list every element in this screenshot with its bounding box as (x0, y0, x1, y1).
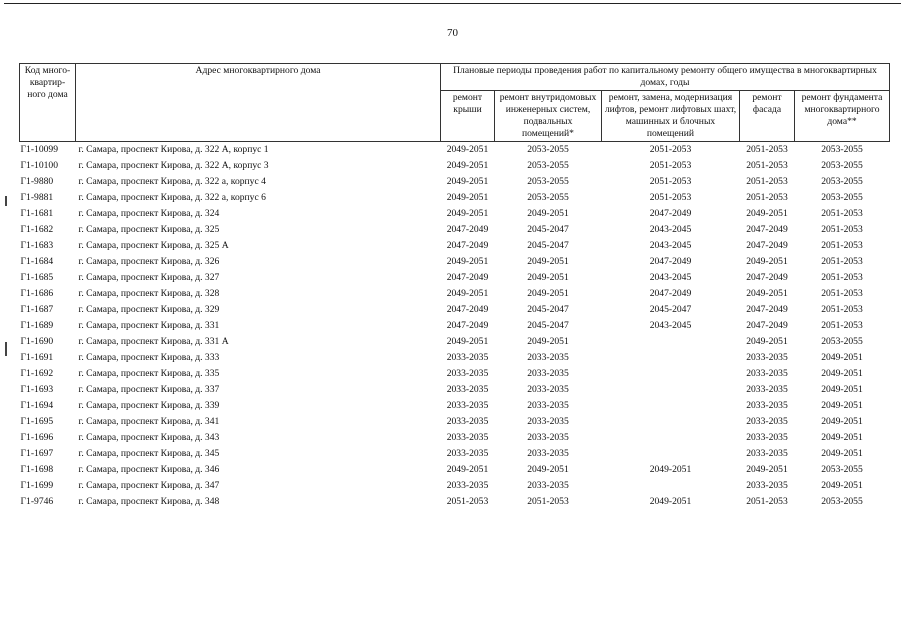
foundation-repair-period: 2049-2051 (821, 416, 863, 427)
facade-repair-period: 2047-2049 (746, 304, 788, 315)
roof-repair-period: 2049-2051 (446, 176, 489, 187)
building-address: г. Самара, проспект Кирова, д. 322 А, корпус 1 (78, 144, 269, 155)
roof-repair-period: 2047-2049 (446, 320, 489, 331)
foundation-repair-period: 2051-2053 (821, 304, 863, 315)
systems-repair-period: 2049-2051 (527, 208, 569, 219)
facade-repair-period: 2049-2051 (746, 256, 788, 267)
elevator-repair-period: 2043-2045 (649, 224, 692, 235)
table-row (20, 158, 890, 174)
header-elevator-repair: ремонт, замена, модернизация лифтов, ремонт лифтовых шахт, машинных и блочных помещений (602, 91, 740, 142)
building-code: Г1-1698 (20, 464, 54, 475)
foundation-repair-period: 2053-2055 (821, 160, 863, 171)
building-address: г. Самара, проспект Кирова, д. 322 а, корпус 6 (78, 192, 266, 203)
elevator-repair-period: 2049-2051 (649, 464, 692, 475)
foundation-repair-period: 2051-2053 (821, 288, 863, 299)
systems-repair-period: 2033-2035 (527, 480, 569, 491)
header-systems-repair: ремонт внутридомовых инженерных систем, подвальных помещений* (495, 91, 602, 142)
foundation-repair-period: 2049-2051 (821, 480, 863, 491)
building-address: г. Самара, проспект Кирова, д. 322 А, корпус 3 (78, 160, 269, 171)
building-code: Г1-10100 (20, 160, 59, 171)
roof-repair-period: 2047-2049 (446, 224, 489, 235)
roof-repair-period: 2033-2035 (446, 352, 489, 363)
facade-repair-period: 2033-2035 (746, 368, 788, 379)
systems-repair-period: 2049-2051 (527, 336, 569, 347)
building-code: Г1-9880 (20, 176, 54, 187)
building-address: г. Самара, проспект Кирова, д. 347 (78, 480, 220, 491)
building-code: Г1-1685 (20, 272, 54, 283)
systems-repair-period: 2053-2055 (527, 176, 569, 187)
building-code: Г1-1686 (20, 288, 54, 299)
foundation-repair-period: 2051-2053 (821, 272, 863, 283)
scan-margin-mark (5, 196, 7, 206)
table-row (20, 494, 890, 510)
foundation-repair-period: 2049-2051 (821, 368, 863, 379)
roof-repair-period: 2051-2053 (446, 496, 489, 507)
building-address: г. Самара, проспект Кирова, д. 324 (78, 208, 220, 219)
systems-repair-period: 2053-2055 (527, 160, 569, 171)
facade-repair-period: 2033-2035 (746, 416, 788, 427)
building-address: г. Самара, проспект Кирова, д. 331 А (78, 336, 229, 347)
foundation-repair-period: 2049-2051 (821, 448, 863, 459)
systems-repair-period: 2049-2051 (527, 256, 569, 267)
foundation-repair-period: 2051-2053 (821, 208, 863, 219)
systems-repair-period: 2049-2051 (527, 272, 569, 283)
building-address: г. Самара, проспект Кирова, д. 339 (78, 400, 220, 411)
header-planned-periods: Плановые периоды проведения работ по капитальному ремонту общего имущества в многоквартирных домах, годы (441, 64, 890, 91)
foundation-repair-period: 2051-2053 (821, 240, 863, 251)
roof-repair-period: 2033-2035 (446, 416, 489, 427)
facade-repair-period: 2047-2049 (746, 224, 788, 235)
roof-repair-period: 2033-2035 (446, 432, 489, 443)
table-row (20, 446, 890, 462)
systems-repair-period: 2051-2053 (527, 496, 569, 507)
facade-repair-period: 2049-2051 (746, 464, 788, 475)
building-code: Г1-1682 (20, 224, 54, 235)
building-address: г. Самара, проспект Кирова, д. 345 (78, 448, 220, 459)
elevator-repair-period (602, 478, 740, 494)
building-code: Г1-1691 (20, 352, 54, 363)
foundation-repair-period: 2053-2055 (821, 192, 863, 203)
foundation-repair-period: 2049-2051 (821, 400, 863, 411)
table-row (20, 366, 890, 382)
facade-repair-period: 2051-2053 (746, 192, 788, 203)
roof-repair-period: 2049-2051 (446, 288, 489, 299)
roof-repair-period: 2049-2051 (446, 160, 489, 171)
facade-repair-period: 2049-2051 (746, 288, 788, 299)
roof-repair-period: 2033-2035 (446, 384, 489, 395)
building-address: г. Самара, проспект Кирова, д. 333 (78, 352, 220, 363)
building-address: г. Самара, проспект Кирова, д. 337 (78, 384, 220, 395)
roof-repair-period: 2049-2051 (446, 464, 489, 475)
elevator-repair-period: 2051-2053 (649, 176, 692, 187)
facade-repair-period: 2033-2035 (746, 432, 788, 443)
building-code: Г1-1687 (20, 304, 54, 315)
table-row (20, 334, 890, 350)
facade-repair-period: 2033-2035 (746, 352, 788, 363)
building-code: Г1-10099 (20, 144, 59, 155)
elevator-repair-period: 2051-2053 (649, 192, 692, 203)
building-code: Г1-1689 (20, 320, 54, 331)
facade-repair-period: 2051-2053 (746, 144, 788, 155)
roof-repair-period: 2047-2049 (446, 272, 489, 283)
foundation-repair-period: 2053-2055 (821, 336, 863, 347)
elevator-repair-period: 2047-2049 (649, 208, 692, 219)
building-code: Г1-1693 (20, 384, 54, 395)
building-address: г. Самара, проспект Кирова, д. 346 (78, 464, 220, 475)
elevator-repair-period (602, 398, 740, 414)
building-address: г. Самара, проспект Кирова, д. 331 (78, 320, 220, 331)
elevator-repair-period (602, 350, 740, 366)
elevator-repair-period (602, 430, 740, 446)
foundation-repair-period: 2051-2053 (821, 320, 863, 331)
elevator-repair-period (602, 414, 740, 430)
systems-repair-period: 2053-2055 (527, 192, 569, 203)
building-address: г. Самара, проспект Кирова, д. 343 (78, 432, 220, 443)
building-code: Г1-1690 (20, 336, 54, 347)
top-rule (4, 3, 901, 4)
header-code: Код много-квартир-ного дома (20, 64, 76, 142)
facade-repair-period: 2033-2035 (746, 400, 788, 411)
elevator-repair-period: 2051-2053 (649, 144, 692, 155)
systems-repair-period: 2033-2035 (527, 384, 569, 395)
table-body (20, 142, 890, 511)
table-row (20, 478, 890, 494)
roof-repair-period: 2033-2035 (446, 368, 489, 379)
elevator-repair-period (602, 334, 740, 350)
table-row (20, 270, 890, 286)
roof-repair-period: 2049-2051 (446, 208, 489, 219)
facade-repair-period: 2033-2035 (746, 448, 788, 459)
foundation-repair-period: 2053-2055 (821, 464, 863, 475)
foundation-repair-period: 2053-2055 (821, 176, 863, 187)
foundation-repair-period: 2051-2053 (821, 256, 863, 267)
table-row (20, 302, 890, 318)
building-code: Г1-1695 (20, 416, 54, 427)
elevator-repair-period: 2043-2045 (649, 272, 692, 283)
building-address: г. Самара, проспект Кирова, д. 322 а, корпус 4 (78, 176, 266, 187)
building-code: Г1-9746 (20, 496, 54, 507)
systems-repair-period: 2033-2035 (527, 400, 569, 411)
foundation-repair-period: 2053-2055 (821, 496, 863, 507)
building-code: Г1-1683 (20, 240, 54, 251)
facade-repair-period: 2051-2053 (746, 496, 788, 507)
facade-repair-period: 2047-2049 (746, 240, 788, 251)
systems-repair-period: 2033-2035 (527, 416, 569, 427)
table-row (20, 222, 890, 238)
building-code: Г1-1681 (20, 208, 54, 219)
foundation-repair-period: 2049-2051 (821, 384, 863, 395)
table-row (20, 238, 890, 254)
table-row (20, 254, 890, 270)
roof-repair-period: 2047-2049 (446, 304, 489, 315)
facade-repair-period: 2049-2051 (746, 336, 788, 347)
elevator-repair-period: 2043-2045 (649, 320, 692, 331)
systems-repair-period: 2033-2035 (527, 448, 569, 459)
systems-repair-period: 2049-2051 (527, 464, 569, 475)
elevator-repair-period (602, 366, 740, 382)
roof-repair-period: 2033-2035 (446, 448, 489, 459)
table-row (20, 398, 890, 414)
foundation-repair-period: 2053-2055 (821, 144, 863, 155)
building-address: г. Самара, проспект Кирова, д. 328 (78, 288, 220, 299)
systems-repair-period: 2033-2035 (527, 368, 569, 379)
table-row (20, 318, 890, 334)
header-facade-repair: ремонт фасада (740, 91, 795, 142)
building-address: г. Самара, проспект Кирова, д. 325 А (78, 240, 229, 251)
building-code: Г1-1692 (20, 368, 54, 379)
elevator-repair-period: 2049-2051 (649, 496, 692, 507)
foundation-repair-period: 2051-2053 (821, 224, 863, 235)
table-row (20, 142, 890, 159)
elevator-repair-period: 2043-2045 (649, 240, 692, 251)
building-address: г. Самара, проспект Кирова, д. 348 (78, 496, 220, 507)
capital-repair-schedule-table (19, 63, 890, 510)
elevator-repair-period: 2051-2053 (649, 160, 692, 171)
building-address: г. Самара, проспект Кирова, д. 326 (78, 256, 220, 267)
facade-repair-period: 2049-2051 (746, 208, 788, 219)
elevator-repair-period: 2047-2049 (649, 256, 692, 267)
building-address: г. Самара, проспект Кирова, д. 329 (78, 304, 220, 315)
roof-repair-period: 2049-2051 (446, 144, 489, 155)
systems-repair-period: 2053-2055 (527, 144, 569, 155)
elevator-repair-period (602, 446, 740, 462)
building-address: г. Самара, проспект Кирова, д. 335 (78, 368, 220, 379)
building-address: г. Самара, проспект Кирова, д. 325 (78, 224, 220, 235)
building-code: Г1-1699 (20, 480, 54, 491)
building-code: Г1-9881 (20, 192, 54, 203)
header-address: Адрес многоквартирного дома (76, 64, 441, 142)
facade-repair-period: 2047-2049 (746, 272, 788, 283)
roof-repair-period: 2033-2035 (446, 480, 489, 491)
table-row (20, 382, 890, 398)
building-code: Г1-1694 (20, 400, 54, 411)
systems-repair-period: 2049-2051 (527, 288, 569, 299)
table-row (20, 190, 890, 206)
facade-repair-period: 2033-2035 (746, 480, 788, 491)
roof-repair-period: 2049-2051 (446, 336, 489, 347)
facade-repair-period: 2047-2049 (746, 320, 788, 331)
table-row (20, 206, 890, 222)
elevator-repair-period: 2045-2047 (649, 304, 692, 315)
header-roof-repair: ремонт крыши (441, 91, 495, 142)
systems-repair-period: 2045-2047 (527, 304, 569, 315)
building-code: Г1-1697 (20, 448, 54, 459)
building-code: Г1-1696 (20, 432, 54, 443)
systems-repair-period: 2033-2035 (527, 432, 569, 443)
header-foundation-repair: ремонт фундамента многоквартирного дома** (795, 91, 890, 142)
systems-repair-period: 2033-2035 (527, 352, 569, 363)
facade-repair-period: 2033-2035 (746, 384, 788, 395)
foundation-repair-period: 2049-2051 (821, 432, 863, 443)
facade-repair-period: 2051-2053 (746, 160, 788, 171)
building-address: г. Самара, проспект Кирова, д. 341 (78, 416, 220, 427)
systems-repair-period: 2045-2047 (527, 224, 569, 235)
scan-margin-mark (5, 342, 7, 356)
table-row (20, 350, 890, 366)
table-row (20, 462, 890, 478)
roof-repair-period: 2049-2051 (446, 192, 489, 203)
elevator-repair-period: 2047-2049 (649, 288, 692, 299)
table-row (20, 286, 890, 302)
building-address: г. Самара, проспект Кирова, д. 327 (78, 272, 220, 283)
systems-repair-period: 2045-2047 (527, 320, 569, 331)
systems-repair-period: 2045-2047 (527, 240, 569, 251)
table-row (20, 414, 890, 430)
table-row (20, 174, 890, 190)
elevator-repair-period (602, 382, 740, 398)
roof-repair-period: 2049-2051 (446, 256, 489, 267)
page-number: 70 (447, 27, 458, 39)
table-row (20, 430, 890, 446)
facade-repair-period: 2051-2053 (746, 176, 788, 187)
roof-repair-period: 2033-2035 (446, 400, 489, 411)
foundation-repair-period: 2049-2051 (821, 352, 863, 363)
roof-repair-period: 2047-2049 (446, 240, 489, 251)
building-code: Г1-1684 (20, 256, 54, 267)
